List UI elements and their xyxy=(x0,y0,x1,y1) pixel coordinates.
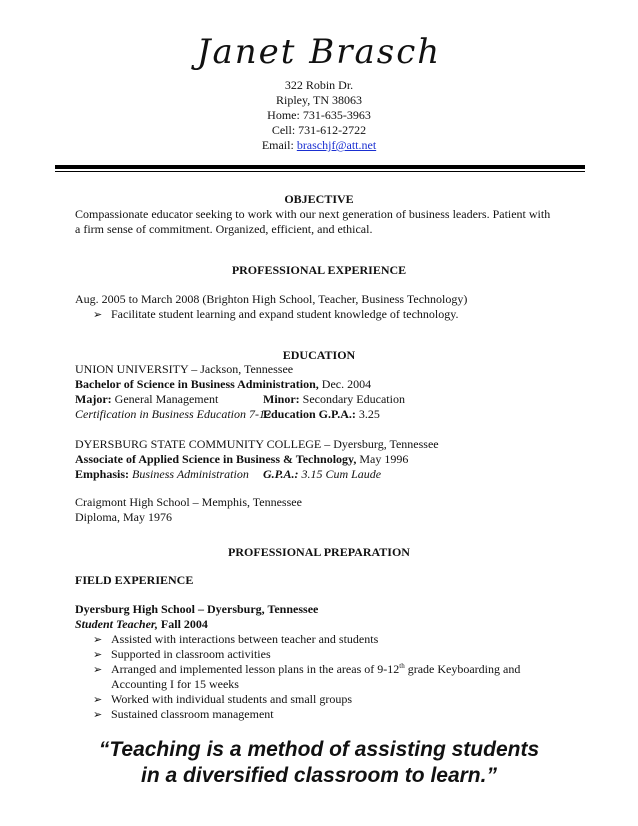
list-item: ➢ Sustained classroom management xyxy=(93,707,274,721)
union-major-minor xyxy=(75,392,575,407)
union-cert-gpa xyxy=(75,407,575,422)
email-line xyxy=(0,138,638,153)
experience-bullet xyxy=(93,307,593,322)
union-degree xyxy=(75,377,575,392)
union-degree-date: Dec. 2004 xyxy=(318,377,372,391)
emphasis-label: Emphasis: xyxy=(75,467,130,481)
craigmont-school: Craigmont High School – Memphis, Tennessee xyxy=(75,495,302,509)
arrow-bullet-icon: ➢ xyxy=(93,648,103,661)
field-experience-block xyxy=(75,602,575,632)
union-block xyxy=(75,362,575,422)
major-label: Major: xyxy=(75,392,112,406)
cell-phone: Cell: 731-612-2722 xyxy=(271,123,367,137)
experience-line: Aug. 2005 to March 2008 (Brighton High School, Teacher, Business Technology) xyxy=(75,292,468,306)
closing-quote xyxy=(0,737,638,789)
quote-line-2: in a diversified classroom to learn.” xyxy=(141,764,497,787)
arrow-bullet-icon: ➢ xyxy=(93,708,103,721)
list-item: ➢ Assisted with interactions between teacher and students xyxy=(93,632,379,646)
objective-line-2: a firm sense of commitment. Organized, efficient, and ethical. xyxy=(75,222,373,236)
objective-heading: OBJECTIVE xyxy=(284,192,354,206)
home-phone: Home: 731-635-3963 xyxy=(267,108,371,122)
field-role: Student Teacher, xyxy=(75,617,158,631)
dyersburg-emphasis-gpa xyxy=(75,467,575,482)
resume-name: Janet Brasch xyxy=(196,32,442,72)
arrow-bullet-icon: ➢ xyxy=(93,693,103,706)
list-item: ➢ Arranged and implemented lesson plans in the areas of 9-12th grade Keyboarding and Accounting I for 15 weeks xyxy=(93,662,521,691)
dyersburg-degree xyxy=(75,452,575,467)
address-line-2: Ripley, TN 38063 xyxy=(276,93,362,107)
emphasis-value: Business Administration xyxy=(129,467,249,481)
gpa-label: G.P.A.: xyxy=(263,467,299,481)
major-value: General Management xyxy=(111,392,219,406)
education-gpa-value: 3.25 xyxy=(355,407,380,421)
objective-line-1: Compassionate educator seeking to work with our next generation of business leaders. Patient with xyxy=(75,207,551,221)
certification: Certification in Business Education 7-12 xyxy=(75,407,271,421)
union-degree-name: Bachelor of Science in Business Administration, xyxy=(75,377,319,391)
email-link[interactable]: braschjf@att.net xyxy=(296,138,377,152)
preparation-heading: PROFESSIONAL PREPARATION xyxy=(228,545,410,559)
field-role-line xyxy=(75,617,575,632)
dyersburg-block xyxy=(75,437,575,482)
field-term: Fall 2004 xyxy=(157,617,208,631)
contact-block xyxy=(0,78,638,153)
field-bullets xyxy=(93,632,573,722)
objective-text xyxy=(75,207,595,237)
education-gpa-label: Education G.P.A.: xyxy=(263,407,356,421)
minor-value: Secondary Education xyxy=(299,392,405,406)
craigmont-block xyxy=(75,495,575,525)
address-line-1: 322 Robin Dr. xyxy=(284,78,354,92)
gpa-value: 3.15 Cum Laude xyxy=(298,467,382,481)
header-divider-thin xyxy=(55,171,585,172)
field-experience-heading: FIELD EXPERIENCE xyxy=(75,573,194,587)
arrow-bullet-icon: ➢ xyxy=(93,633,103,646)
experience-heading: PROFESSIONAL EXPERIENCE xyxy=(231,263,407,277)
craigmont-diploma: Diploma, May 1976 xyxy=(75,510,172,524)
education-heading: EDUCATION xyxy=(282,348,356,362)
dyersburg-degree-name: Associate of Applied Science in Business & Technology, xyxy=(75,452,357,466)
dyersburg-degree-date: May 1996 xyxy=(356,452,409,466)
email-label: Email: xyxy=(261,138,297,152)
minor-label: Minor: xyxy=(263,392,300,406)
field-school: Dyersburg High School – Dyersburg, Tennessee xyxy=(75,602,319,616)
header-divider-thick xyxy=(55,165,585,169)
experience-bullet-text: Facilitate student learning and expand student knowledge of technology. xyxy=(111,307,459,321)
quote-line-1: “Teaching is a method of assisting students xyxy=(98,738,540,761)
arrow-bullet-icon: ➢ xyxy=(93,663,103,676)
dyersburg-school: DYERSBURG STATE COMMUNITY COLLEGE – Dyersburg, Tennessee xyxy=(75,437,439,451)
union-school: UNION UNIVERSITY – Jackson, Tennessee xyxy=(75,362,294,376)
arrow-bullet-icon: ➢ xyxy=(93,308,103,321)
list-item: ➢ Supported in classroom activities xyxy=(93,647,271,661)
list-item: ➢ Worked with individual students and small groups xyxy=(93,692,353,706)
